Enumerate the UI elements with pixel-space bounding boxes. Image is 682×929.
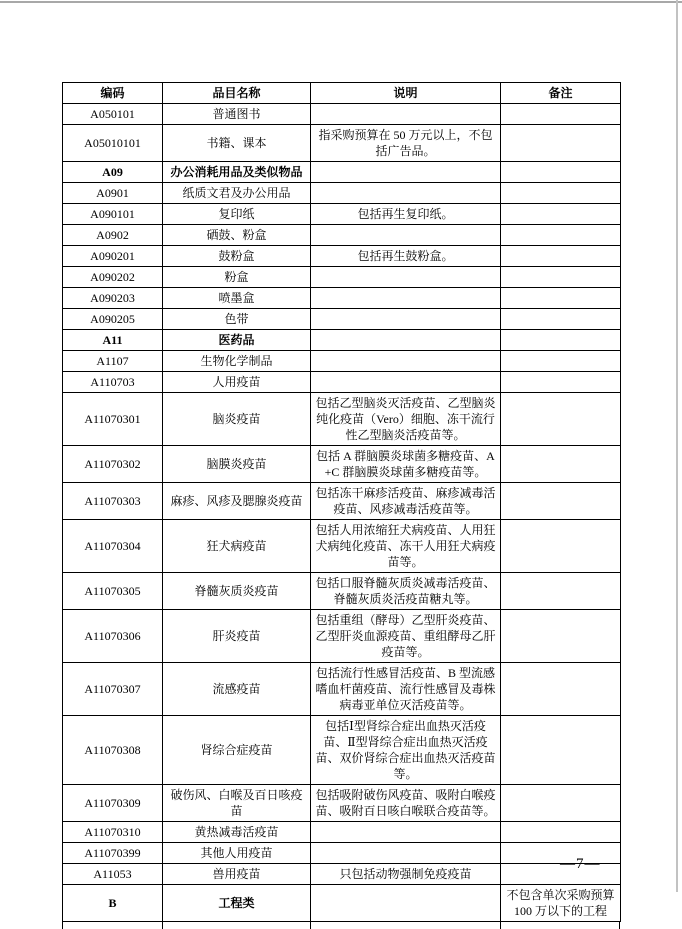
item-name-cell: 书籍、课本 <box>163 125 311 162</box>
note-cell <box>501 125 621 162</box>
procurement-catalog-table <box>62 82 621 922</box>
note-cell <box>501 610 621 663</box>
description-cell <box>311 351 501 372</box>
item-name-cell: 色带 <box>163 309 311 330</box>
note-cell <box>501 288 621 309</box>
table-row <box>63 822 621 843</box>
item-name-cell: 人用疫苗 <box>163 372 311 393</box>
note-cell <box>501 372 621 393</box>
table-row <box>63 309 621 330</box>
code-cell: A11070306 <box>63 610 163 663</box>
item-name-cell: 黄热减毒活疫苗 <box>163 822 311 843</box>
item-name-cell: 麻疹、风疹及腮腺炎疫苗 <box>163 483 311 520</box>
table-row <box>63 246 621 267</box>
code-cell: A090202 <box>63 267 163 288</box>
table-row <box>63 183 621 204</box>
page-top-edge <box>0 1 682 3</box>
description-cell <box>311 885 501 922</box>
note-cell <box>501 446 621 483</box>
note-cell <box>501 162 621 183</box>
code-cell: A05010101 <box>63 125 163 162</box>
table-continuation-stubs <box>62 922 620 929</box>
table-row <box>63 225 621 246</box>
note-cell <box>501 663 621 716</box>
table-row <box>63 330 621 351</box>
description-cell: 包括人用浓缩狂犬病疫苗、人用狂犬病纯化疫苗、冻干人用狂犬病疫苗等。 <box>311 520 501 573</box>
stub-line <box>500 922 501 929</box>
table-header-row <box>63 83 621 104</box>
description-cell: 包括吸附破伤风疫苗、吸附白喉疫苗、吸附百日咳白喉联合疫苗等。 <box>311 785 501 822</box>
table-row <box>63 372 621 393</box>
item-name-cell: 脑炎疫苗 <box>163 393 311 446</box>
code-cell: B <box>63 885 163 922</box>
code-cell: A110703 <box>63 372 163 393</box>
table-row <box>63 267 621 288</box>
catalog-table-wrap <box>62 82 620 929</box>
description-cell: 包括Ⅰ型肾综合症出血热灭活疫苗、Ⅱ型肾综合症出血热灭活疫苗、双价肾综合症出血热灭活疫苗等。 <box>311 716 501 785</box>
item-name-cell: 硒鼓、粉盒 <box>163 225 311 246</box>
table-row <box>63 573 621 610</box>
description-cell <box>311 288 501 309</box>
note-cell <box>501 351 621 372</box>
code-cell: A11070310 <box>63 822 163 843</box>
stub-line <box>162 922 163 929</box>
item-name-cell: 工程类 <box>163 885 311 922</box>
code-cell: A1107 <box>63 351 163 372</box>
item-name-cell: 脑膜炎疫苗 <box>163 446 311 483</box>
item-name-cell: 破伤风、白喉及百日咳疫苗 <box>163 785 311 822</box>
code-cell: A0901 <box>63 183 163 204</box>
description-cell <box>311 225 501 246</box>
code-cell: A11053 <box>63 864 163 885</box>
description-cell <box>311 183 501 204</box>
item-name-cell: 纸质文君及办公用品 <box>163 183 311 204</box>
code-cell: A090203 <box>63 288 163 309</box>
code-cell: A090205 <box>63 309 163 330</box>
description-cell <box>311 822 501 843</box>
note-cell <box>501 225 621 246</box>
description-cell <box>311 309 501 330</box>
note-cell <box>501 520 621 573</box>
code-cell: A09 <box>63 162 163 183</box>
description-cell <box>311 372 501 393</box>
code-cell: A11070305 <box>63 573 163 610</box>
description-cell: 只包括动物强制免疫疫苗 <box>311 864 501 885</box>
code-cell: A11070301 <box>63 393 163 446</box>
stub-line <box>310 922 311 929</box>
code-cell: A11070302 <box>63 446 163 483</box>
description-cell: 包括流行性感冒活疫苗、B 型流感嗜血杆菌疫苗、流行性感冒及毒株病毒亚单位灭活疫苗等。 <box>311 663 501 716</box>
table-row <box>63 446 621 483</box>
note-cell <box>501 204 621 225</box>
table-row <box>63 716 621 785</box>
table-row <box>63 125 621 162</box>
note-cell <box>501 483 621 520</box>
code-cell: A090101 <box>63 204 163 225</box>
stub-line <box>62 922 63 929</box>
item-name-cell: 医药品 <box>163 330 311 351</box>
table-row <box>63 843 621 864</box>
note-cell <box>501 785 621 822</box>
table-row <box>63 288 621 309</box>
table-row <box>63 864 621 885</box>
item-name-cell: 流感疫苗 <box>163 663 311 716</box>
note-cell <box>501 393 621 446</box>
item-name-cell: 其他人用疫苗 <box>163 843 311 864</box>
item-name-cell: 生物化学制品 <box>163 351 311 372</box>
stub-line <box>619 922 620 929</box>
table-row <box>63 351 621 372</box>
note-cell <box>501 183 621 204</box>
description-cell <box>311 330 501 351</box>
item-name-cell: 肝炎疫苗 <box>163 610 311 663</box>
item-name-cell: 鼓粉盒 <box>163 246 311 267</box>
note-cell: 不包含单次采购预算 100 万以下的工程 <box>501 885 621 922</box>
code-cell: A11070307 <box>63 663 163 716</box>
description-cell <box>311 843 501 864</box>
table-row <box>63 785 621 822</box>
code-cell: A0902 <box>63 225 163 246</box>
code-cell: A11070309 <box>63 785 163 822</box>
table-row <box>63 162 621 183</box>
item-name-cell: 复印纸 <box>163 204 311 225</box>
table-row <box>63 885 621 922</box>
item-name-cell: 脊髓灰质炎疫苗 <box>163 573 311 610</box>
table-row <box>63 663 621 716</box>
description-cell <box>311 267 501 288</box>
description-cell: 包括重组（酵母）乙型肝炎疫苗、乙型肝炎血源疫苗、重组酵母乙肝疫苗等。 <box>311 610 501 663</box>
description-cell: 指采购预算在 50 万元以上，不包括广告品。 <box>311 125 501 162</box>
note-cell <box>501 267 621 288</box>
description-cell: 包括再生复印纸。 <box>311 204 501 225</box>
table-row <box>63 104 621 125</box>
note-cell <box>501 104 621 125</box>
item-name-cell: 肾综合症疫苗 <box>163 716 311 785</box>
table-row <box>63 204 621 225</box>
note-cell <box>501 246 621 267</box>
code-cell: A090201 <box>63 246 163 267</box>
table-row <box>63 393 621 446</box>
description-cell: 包括冻干麻疹活疫苗、麻疹减毒活疫苗、风疹减毒活疫苗等。 <box>311 483 501 520</box>
description-cell: 包括 A 群脑膜炎球菌多糖疫苗、A+C 群脑膜炎球菌多糖疫苗等。 <box>311 446 501 483</box>
code-cell: A11070399 <box>63 843 163 864</box>
description-cell <box>311 104 501 125</box>
note-cell <box>501 330 621 351</box>
description-cell <box>311 162 501 183</box>
item-name-cell: 办公消耗用品及类似物品 <box>163 162 311 183</box>
item-name-cell: 粉盒 <box>163 267 311 288</box>
table-row <box>63 610 621 663</box>
note-cell <box>501 573 621 610</box>
table-row <box>63 520 621 573</box>
header-description: 说明 <box>311 83 501 104</box>
item-name-cell: 兽用疫苗 <box>163 864 311 885</box>
note-cell <box>501 822 621 843</box>
header-item-name: 品目名称 <box>163 83 311 104</box>
code-cell: A11070303 <box>63 483 163 520</box>
item-name-cell: 普通图书 <box>163 104 311 125</box>
table-row <box>63 483 621 520</box>
header-code: 编码 <box>63 83 163 104</box>
code-cell: A11070308 <box>63 716 163 785</box>
description-cell: 包括再生鼓粉盒。 <box>311 246 501 267</box>
header-remark: 备注 <box>501 83 621 104</box>
code-cell: A11070304 <box>63 520 163 573</box>
page-right-edge <box>676 0 678 892</box>
description-cell: 包括乙型脑炎灭活疫苗、乙型脑炎纯化疫苗（Vero）细胞、冻干流行性乙型脑炎活疫苗等。 <box>311 393 501 446</box>
item-name-cell: 狂犬病疫苗 <box>163 520 311 573</box>
item-name-cell: 喷墨盒 <box>163 288 311 309</box>
page-number: —7— <box>560 856 601 872</box>
note-cell <box>501 309 621 330</box>
description-cell: 包括口服脊髓灰质炎减毒活疫苗、脊髓灰质炎活疫苗糖丸等。 <box>311 573 501 610</box>
note-cell <box>501 716 621 785</box>
code-cell: A11 <box>63 330 163 351</box>
code-cell: A050101 <box>63 104 163 125</box>
